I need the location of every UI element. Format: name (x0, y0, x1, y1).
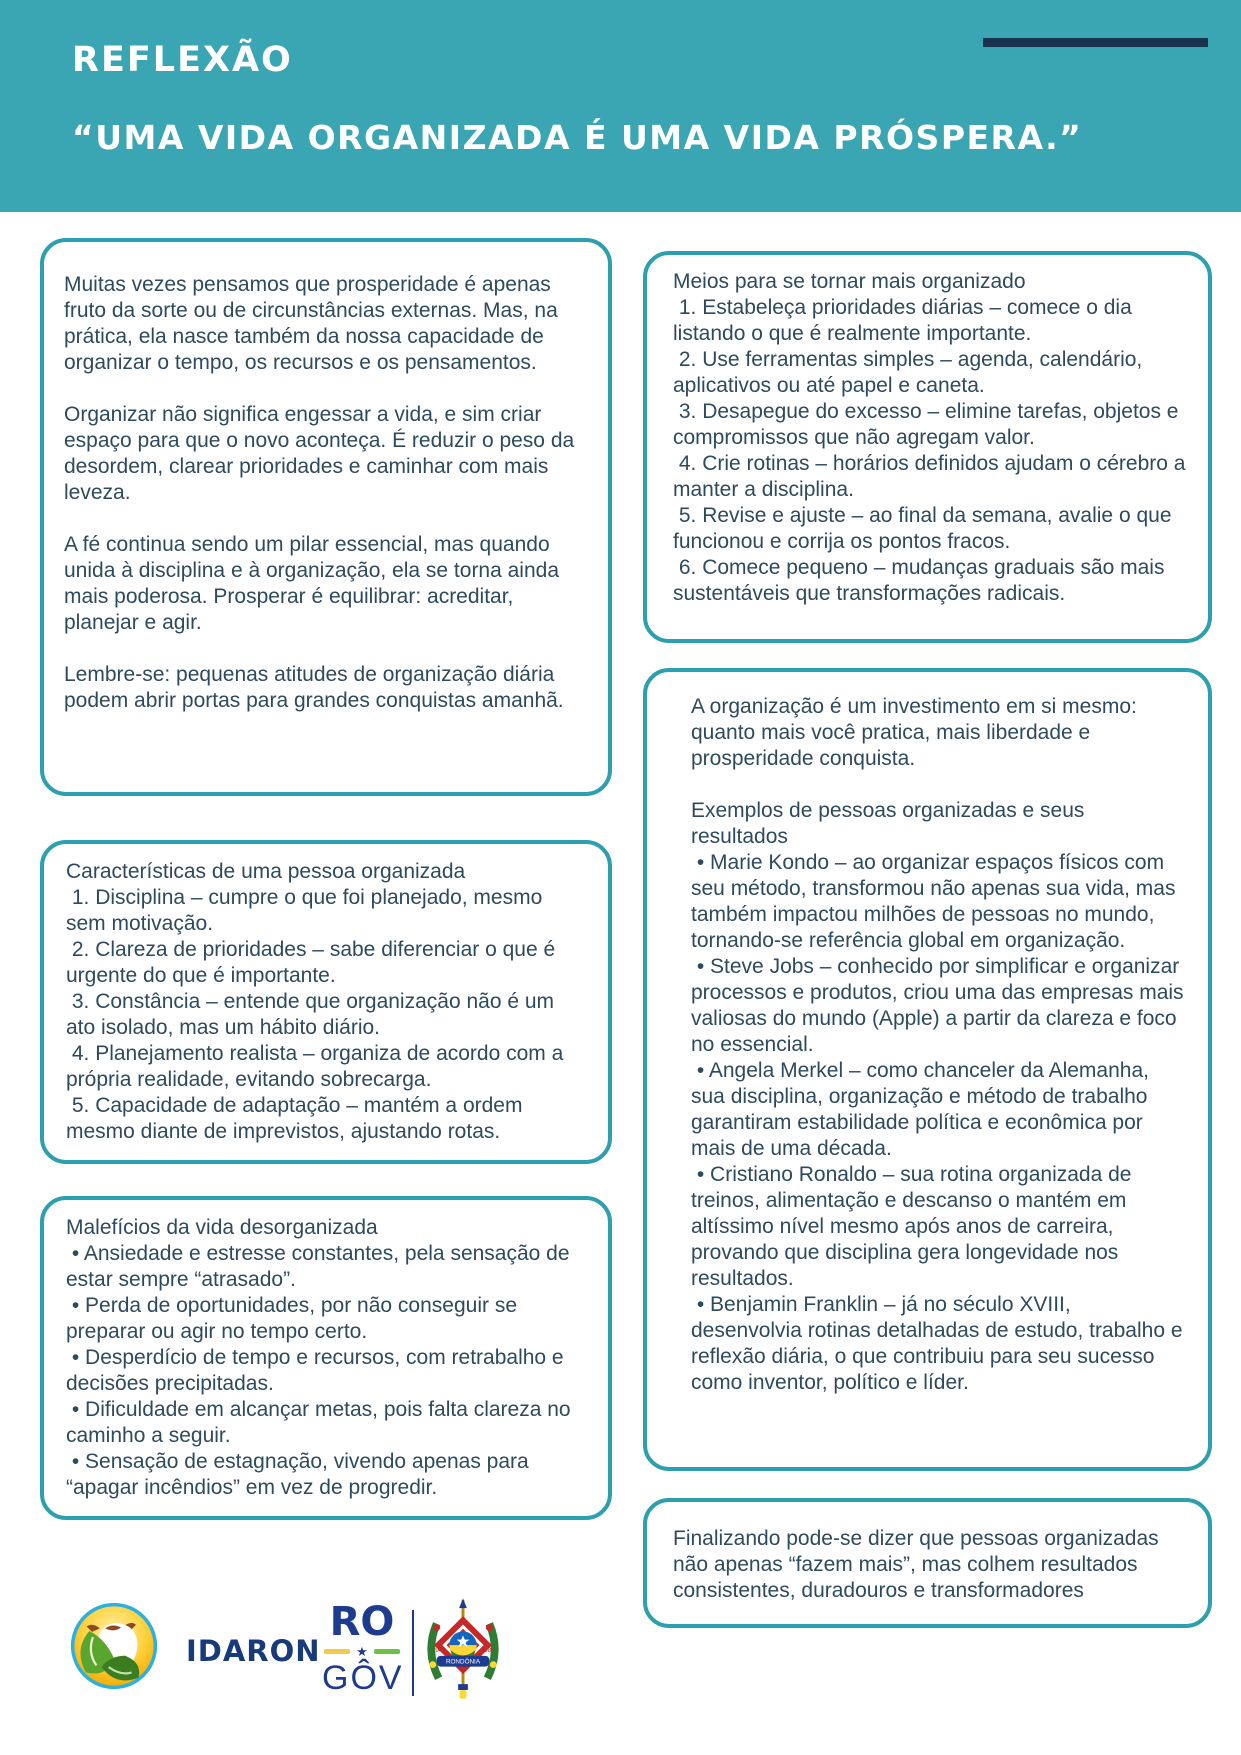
list-item: • Marie Kondo – ao organizar espaços físicos com seu método, transformou não apenas sua vida, mas também impactou milhões de pessoas no mundo, tornando-se referência global em organização. (691, 851, 1182, 952)
green-bar (374, 1649, 400, 1654)
idaron-wordmark: IDARON (186, 1634, 321, 1668)
list-item: • Ansiedade e estresse constantes, pela sensação de estar sempre “atrasado”. (66, 1242, 576, 1291)
header-quote: “UMA VIDA ORGANIZADA É UMA VIDA PRÓSPERA.” (72, 118, 1083, 157)
yellow-bar (324, 1649, 350, 1654)
maleficios-box (40, 1196, 612, 1520)
right-column (643, 212, 1212, 1628)
maleficios-title: Malefícios da vida desorganizada (66, 1216, 378, 1239)
list-item: 5. Capacidade de adaptação – mantém a ordem mesmo diante de imprevistos, ajustando rotas. (66, 1094, 529, 1143)
ro-text: RO (329, 1599, 395, 1645)
caracteristicas-box (40, 840, 612, 1164)
ro-gov-bars (322, 1645, 402, 1658)
gov-text: GÔV (322, 1659, 404, 1697)
investimento-box (643, 668, 1212, 1471)
header-banner (0, 0, 1241, 212)
list-item: • Cristiano Ronaldo – sua rotina organizada de treinos, alimentação e descanso o mantém em altíssimo nível mesmo após anos de carreira, provando que disciplina gera longevidade nos resultados. (691, 1163, 1138, 1290)
list-item: 2. Use ferramentas simples – agenda, calendário, aplicativos ou até papel e caneta. (673, 348, 1149, 397)
left-column (40, 212, 612, 1520)
intro-box (40, 238, 612, 796)
list-item: 3. Constância – entende que organização não é um ato isolado, mas um hábito diário. (66, 990, 560, 1039)
list-item: 6. Comece pequeno – mudanças graduais são mais sustentáveis que transformações radicais. (673, 556, 1171, 605)
intro-paragraph: Lembre-se: pequenas atitudes de organização diária podem abrir portas para grandes conquistas amanhã. (64, 663, 564, 712)
meios-box (643, 251, 1212, 643)
caracteristicas-title: Características de uma pessoa organizada (66, 860, 466, 883)
investimento-subtitle: Exemplos de pessoas organizadas e seus resultados (691, 799, 1085, 848)
intro-paragraph: Organizar não significa engessar a vida, e sim criar espaço para que o novo aconteça. É reduzir o peso da desordem, clarear prioridades e caminhar com mais leveza. (64, 403, 575, 504)
page-title: REFLEXÃO (72, 40, 293, 80)
list-item: 5. Revise e ajuste – ao final da semana, avalie o que funcionou e corrija os pontos fracos. (673, 504, 1178, 553)
list-item: • Benjamin Franklin – já no século XVIII, desenvolvia rotinas detalhadas de estudo, trabalho e reflexão diária, o que contribuiu para seu sucesso como inventor, político e líder. (691, 1293, 1189, 1394)
accent-bar (983, 38, 1208, 47)
coat-year-right: 1981 (480, 1646, 495, 1654)
logo-divider (412, 1610, 414, 1696)
coat-year-left: 1943 (431, 1646, 446, 1654)
finalizando-text: Finalizando pode-se dizer que pessoas organizadas não apenas “fazem mais”, mas colhem resultados consistentes, duradouros e transformadores (673, 1527, 1165, 1602)
idaron-emblem-icon (70, 1602, 158, 1690)
footer-logos (0, 1596, 1241, 1716)
meios-title: Meios para se tornar mais organizado (673, 270, 1026, 293)
ro-gov-logo (322, 1599, 404, 1697)
list-item: 3. Desapegue do excesso – elimine tarefas, objetos e compromissos que não agregam valor. (673, 400, 1185, 449)
list-item: • Dificuldade em alcançar metas, pois falta clareza no caminho a seguir. (66, 1398, 577, 1447)
intro-paragraph: A fé continua sendo um pilar essencial, mas quando unida à disciplina e à organização, ela se torna ainda mais poderosa. Prosperar é equilibrar: acreditar, planejar e agir. (64, 533, 560, 634)
list-item: 2. Clareza de prioridades – sabe diferenciar o que é urgente do que é importante. (66, 938, 561, 987)
coat-banner-text: RONDÔNIA (445, 1658, 481, 1666)
list-item: • Desperdício de tempo e recursos, com retrabalho e decisões precipitadas. (66, 1346, 570, 1395)
intro-paragraph: Muitas vezes pensamos que prosperidade é apenas fruto da sorte ou de circunstâncias externas. Mas, na prática, ela nasce também da nossa capacidade de organizar o tempo, os recursos e os pensamentos. (64, 273, 558, 374)
list-item: • Perda de oportunidades, por não conseguir se preparar ou agir no tempo certo. (66, 1294, 523, 1343)
list-item: • Angela Merkel – como chanceler da Alemanha, sua disciplina, organização e método de trabalho garantiram estabilidade política e econômica por mais de uma década. (691, 1059, 1155, 1160)
list-item: 1. Estabeleça prioridades diárias – comece o dia listando o que é realmente importante. (673, 296, 1138, 345)
list-item: 4. Planejamento realista – organiza de acordo com a própria realidade, evitando sobrecarga. (66, 1042, 570, 1091)
list-item: • Steve Jobs – conhecido por simplificar e organizar processos e produtos, criou uma das empresas mais valiosas do mundo (Apple) a partir da clareza e foco no essencial. (691, 955, 1190, 1056)
rondonia-coat-of-arms-icon (424, 1598, 502, 1702)
list-item: 4. Crie rotinas – horários definidos ajudam o cérebro a manter a disciplina. (673, 452, 1192, 501)
list-item: • Sensação de estagnação, vivendo apenas para “apagar incêndios” em vez de progredir. (66, 1450, 535, 1499)
investimento-intro: A organização é um investimento em si mesmo: quanto mais você pratica, mais liberdade e prosperidade conquista. (691, 695, 1137, 770)
list-item: 1. Disciplina – cumpre o que foi planejado, mesmo sem motivação. (66, 886, 549, 935)
star-icon: ★ (356, 1644, 368, 1659)
